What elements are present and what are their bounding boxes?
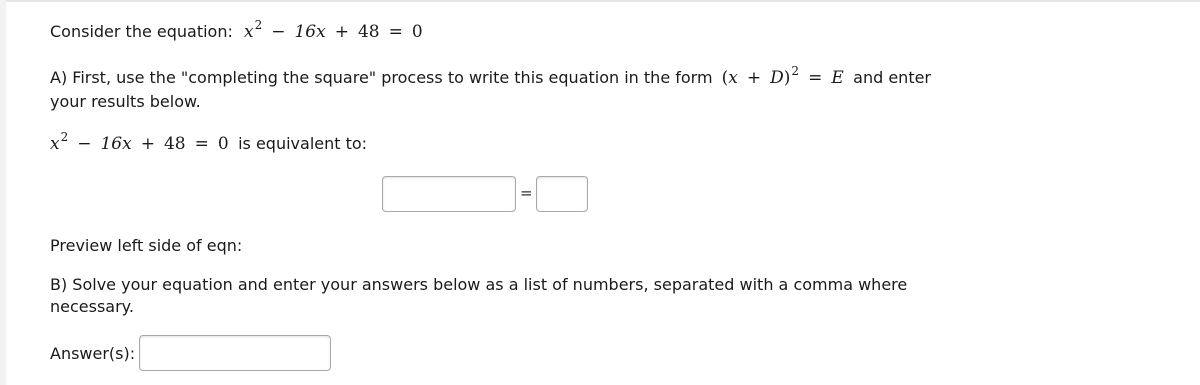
form-expression: $(x + D)^2 = E$ [721,64,844,88]
question-statement [50,18,423,44]
question-prefix: Consider the equation: [50,22,233,41]
equivalent-statement: $x^2 - 16x + 48 = 0$ is equivalent to: [50,130,368,154]
equals-sign: = [520,184,533,202]
answers-input[interactable] [139,335,331,371]
right-side-input[interactable] [536,176,588,212]
left-side-input[interactable] [382,176,516,212]
top-divider [0,0,1200,2]
answers-label: Answer(s): [50,344,136,363]
part-b-instructions-line2: necessary. [50,297,134,316]
left-gutter [0,0,6,385]
question-equation: $x^2 - 16x + 48 = 0$ [243,18,423,42]
preview-label: Preview left side of eqn: [50,236,243,255]
part-a-instructions-line1: A) First, use the "completing the square" process to write this equation in the form $(x + D)^2 = E$ and enter [50,64,932,88]
part-b-instructions-line1: B) Solve your equation and enter your answers below as a list of numbers, separated with a comma where [50,275,908,294]
part-a-instructions-line2: your results below. [50,92,201,111]
equivalent-equation: $x^2 - 16x + 48 = 0$ [50,130,229,154]
